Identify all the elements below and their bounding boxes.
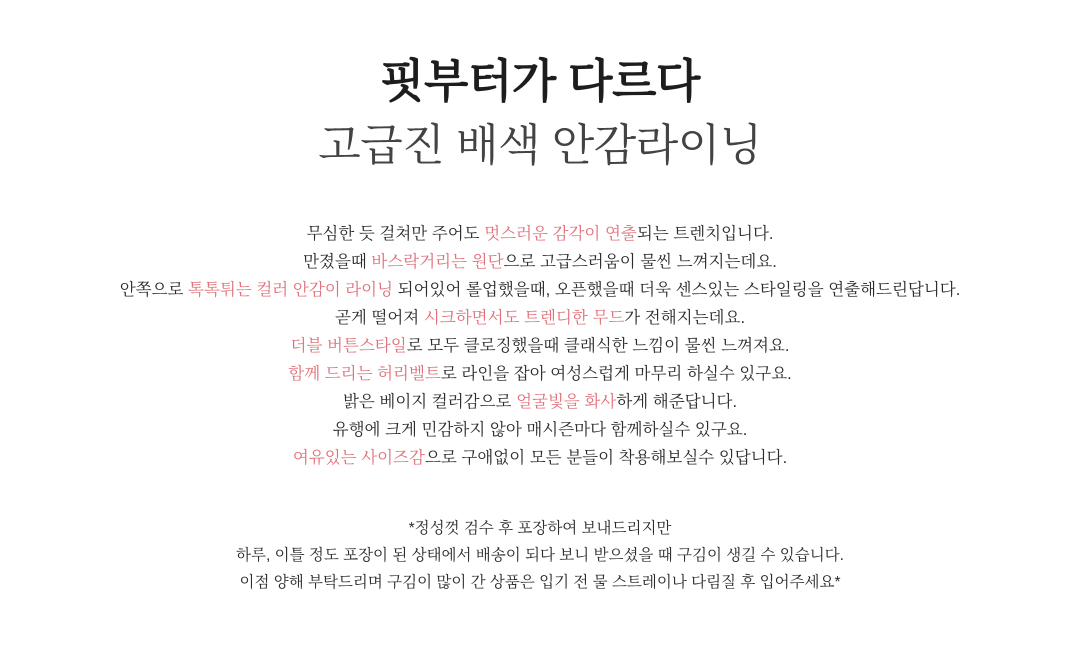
highlighted-text: 얼굴빛을 화사 [516,393,617,412]
body-text: 밝은 베이지 컬러감으로 [342,393,517,412]
body-text: 되는 트렌치입니다. [636,225,774,243]
highlighted-text: 여유있는 사이즈감 [292,449,425,468]
body-line [120,444,961,472]
highlighted-text: 더블 버튼스타일 [290,337,407,356]
body-text: 무심한 듯 걸쳐만 주어도 [306,225,485,243]
highlighted-text: 시크하면서도 트렌디한 무드 [423,309,625,328]
highlighted-text: 톡톡튀는 컬러 안감이 라이닝 [188,281,394,300]
body-line [120,388,961,416]
body-text: 으로 구애없이 모든 분들이 착용해보실수 있답니다. [424,449,788,468]
body-line [120,304,961,332]
shipping-notice-block [236,516,844,596]
body-line [120,248,961,276]
body-copy-block [120,220,961,472]
body-text: 만졌을때 [303,253,372,272]
body-line [120,332,961,360]
body-text: 로 라인을 잡아 여성스럽게 마무리 하실수 있구요. [440,365,792,384]
highlighted-text: 멋스러운 감각이 연출 [484,225,637,243]
body-text: 안쪽으로 [119,281,189,300]
notice-line: *정성껏 검수 후 포장하여 보내드리지만 [408,520,672,538]
body-text: 유행에 크게 민감하지 않아 매시즌마다 함께하실수 있구요. [332,421,748,440]
notice-line: 이점 양해 부탁드리며 구김이 많이 간 상품은 입기 전 물 스트레이나 다림질 후 입어주세요* [239,573,841,591]
body-text: 로 모두 클로징했을때 클래식한 느낌이 물씬 느껴져요. [406,337,790,356]
headline-block [318,55,762,170]
body-text: 가 전해지는데요. [624,309,746,328]
body-text: 곧게 떨어져 [334,309,424,328]
highlighted-text: 함께 드리는 허리벨트 [288,365,441,384]
body-line [120,416,961,444]
headline-primary: 핏부터가 다르다 [380,55,700,107]
body-line [120,276,961,304]
highlighted-text: 바스락거리는 원단 [371,253,504,272]
body-line [120,220,961,248]
body-text: 으로 고급스러움이 물씬 느껴지는데요. [503,253,777,272]
body-text: 되어있어 롤업했을때, 오픈했을때 더욱 센스있는 스타일링을 연출해드린답니다. [393,281,961,300]
body-line [120,360,961,388]
body-text: 하게 해준답니다. [616,393,738,412]
notice-line: 하루, 이틀 정도 포장이 된 상태에서 배송이 되다 보니 받으셨을 때 구김이 생길 수 있습니다. [236,547,844,565]
headline-secondary: 고급진 배색 안감라이닝 [318,121,762,170]
